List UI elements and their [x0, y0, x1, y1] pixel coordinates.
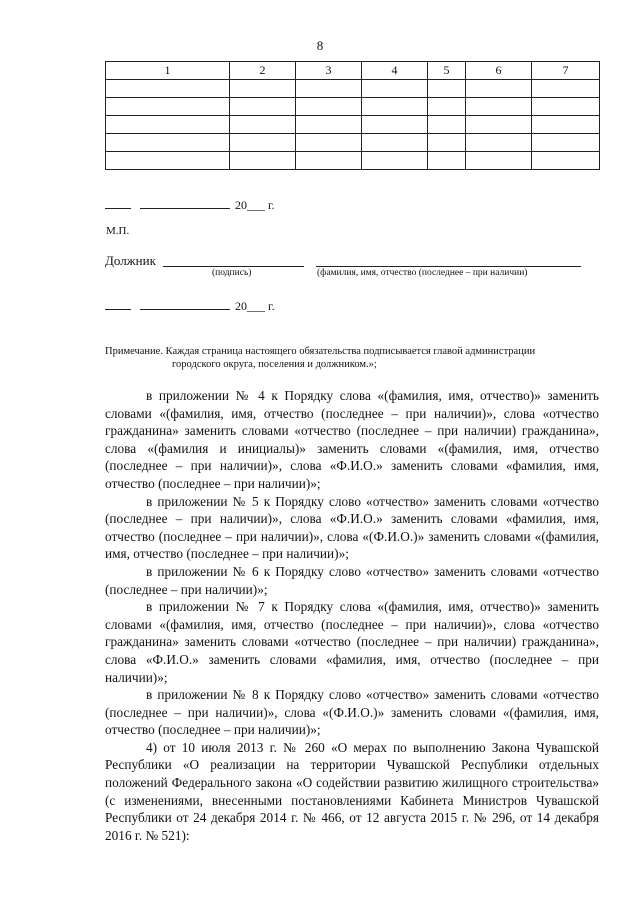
column-header: 7: [532, 62, 600, 80]
month-blank: [140, 298, 230, 310]
note-text-1: Каждая страница настоящего обязательства подписывается главой администрации: [165, 346, 536, 357]
table-row: [106, 116, 600, 134]
signature-blank: [163, 255, 304, 267]
table-header-row: [106, 62, 600, 80]
date-line-1: [105, 197, 275, 213]
stamp-label: М.П.: [106, 225, 130, 237]
column-header: 1: [106, 62, 230, 80]
note-text-2: городского округа, поселения и должником.»;: [172, 359, 377, 370]
paragraph: в приложении № 5 к Порядку слово «отчество» заменить словами «отчество (последнее – при наличии)», слова «Ф.И.О.» заменить словами «фамилия, имя, отчество (последнее – при наличии)», слова «(Ф.И.О.)» заменить словами «(фамилия, имя, отчество (последнее – при наличии)»;: [105, 493, 599, 562]
signature-caption: (подпись): [212, 268, 252, 278]
paragraph: в приложении № 8 к Порядку слово «отчество» заменить словами «отчество (последнее – при наличии)», слова «(Ф.И.О.)» заменить словами «(фамилия, имя, отчество (последнее – при наличии)»;: [105, 687, 599, 738]
paragraph: в приложении № 4 к Порядку слова «(фамилия, имя, отчество)» заменить словами «(фамилия, имя, отчество (последнее – при наличии)», слова «отчество гражданина» заменить словами «отчество (последнее – при наличии) гражданина», слова «(фамилия и инициалы)» заменить словами «(фамилия, имя, отчество (последнее – при наличии)», слова «Ф.И.О.» заменить словами «фамилия, имя, отчество (последнее – при наличии)»;: [105, 388, 599, 491]
table-row: [106, 152, 600, 170]
body-text: [105, 387, 599, 844]
column-header: 2: [230, 62, 296, 80]
page-number: 8: [316, 38, 324, 53]
note-label: Примечание.: [105, 346, 163, 357]
column-header: 3: [296, 62, 362, 80]
table-row: [106, 98, 600, 116]
note: [105, 345, 599, 371]
table-row: [106, 80, 600, 98]
day-blank: [105, 197, 131, 209]
paragraph: в приложении № 7 к Порядку слова «(фамилия, имя, отчество)» заменить словами «(фамилия, имя, отчество (последнее – при наличии)», слова «отчество гражданина» заменить словами «отчество (последнее – при наличии) гражданина», слова «Ф.И.О.» заменить словами «фамилия, имя, отчество (последнее – при наличии)»;: [105, 599, 599, 685]
column-header: 4: [362, 62, 428, 80]
debtor-row: [105, 253, 156, 269]
date-year-text: 20___ г.: [235, 198, 275, 212]
table-row: [106, 134, 600, 152]
data-table: [105, 61, 600, 170]
paragraph: в приложении № 6 к Порядку слово «отчество» заменить словами «отчество (последнее – при наличии)»;: [105, 563, 599, 597]
month-blank: [140, 197, 230, 209]
name-blank: [316, 255, 581, 267]
column-header: 6: [466, 62, 532, 80]
date-year-text: 20___ г.: [235, 299, 275, 313]
name-caption: (фамилия, имя, отчество (последнее – при наличии): [317, 268, 528, 278]
paragraph: 4) от 10 июля 2013 г. № 260 «О мерах по выполнению Закона Чувашской Республики «О реализации на территории Чувашской Республики отдельных положений Федерального закона «О содействии развитию жилищного строительства» (с изменениями, внесенными постановлениями Кабинета Министров Чувашской Республики от 24 декабря 2014 г. № 466, от 12 августа 2015 г. № 296, от 14 декабря 2016 г. № 521):: [105, 739, 599, 843]
debtor-label: Должник: [105, 253, 156, 268]
column-header: 5: [428, 62, 466, 80]
date-line-2: [105, 298, 275, 314]
day-blank: [105, 298, 131, 310]
